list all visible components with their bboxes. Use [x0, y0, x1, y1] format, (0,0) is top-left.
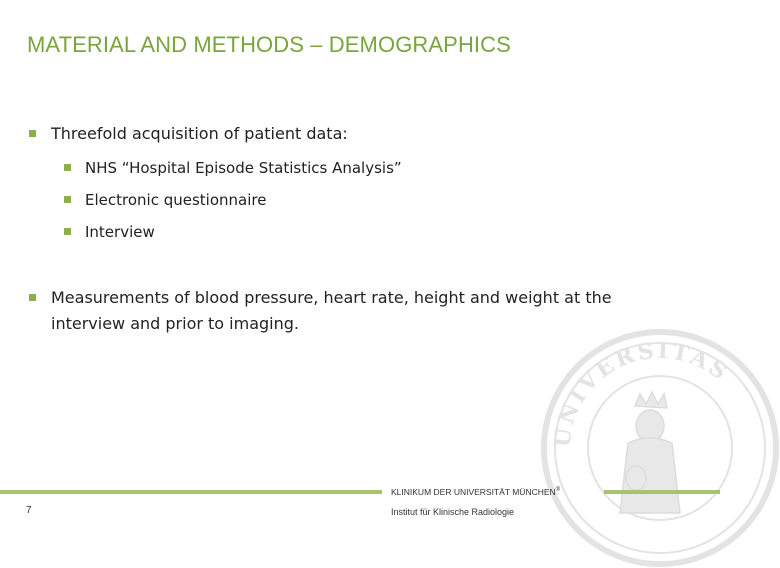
square-bullet-icon: [29, 130, 36, 137]
bullet-text: Measurements of blood pressure, heart rate, height and weight at the interview and prior to imaging.: [51, 288, 612, 333]
slide-title: MATERIAL AND METHODS – DEMOGRAPHICS: [27, 32, 511, 57]
clinic-name: [391, 487, 560, 497]
footer-rule-right: [604, 490, 720, 494]
seal-lettering: UNIVERSITAS: [549, 337, 735, 449]
sub-bullet-text: NHS “Hospital Episode Statistics Analysis”: [85, 159, 402, 177]
square-bullet-icon: [29, 294, 36, 301]
university-seal-watermark: [540, 328, 780, 568]
sub-bullet-item: [64, 190, 664, 210]
bullet-item: [29, 121, 679, 147]
sub-bullet-item: [64, 158, 664, 178]
square-bullet-icon: [64, 196, 71, 203]
sub-bullet-item: [64, 222, 664, 242]
sub-bullet-text: Electronic questionnaire: [85, 191, 267, 209]
square-bullet-icon: [64, 228, 71, 235]
bullet-text: Threefold acquisition of patient data:: [51, 124, 348, 143]
footer-rule-left: [0, 490, 382, 494]
sub-bullet-text: Interview: [85, 223, 155, 241]
institute-name: Institut für Klinische Radiologie: [391, 507, 515, 517]
page-number: 7: [26, 505, 32, 516]
square-bullet-icon: [64, 164, 71, 171]
registered-mark: ®: [555, 487, 561, 494]
clinic-name-text: KLINIKUM DER UNIVERSITÄT MÜNCHEN: [391, 487, 556, 497]
